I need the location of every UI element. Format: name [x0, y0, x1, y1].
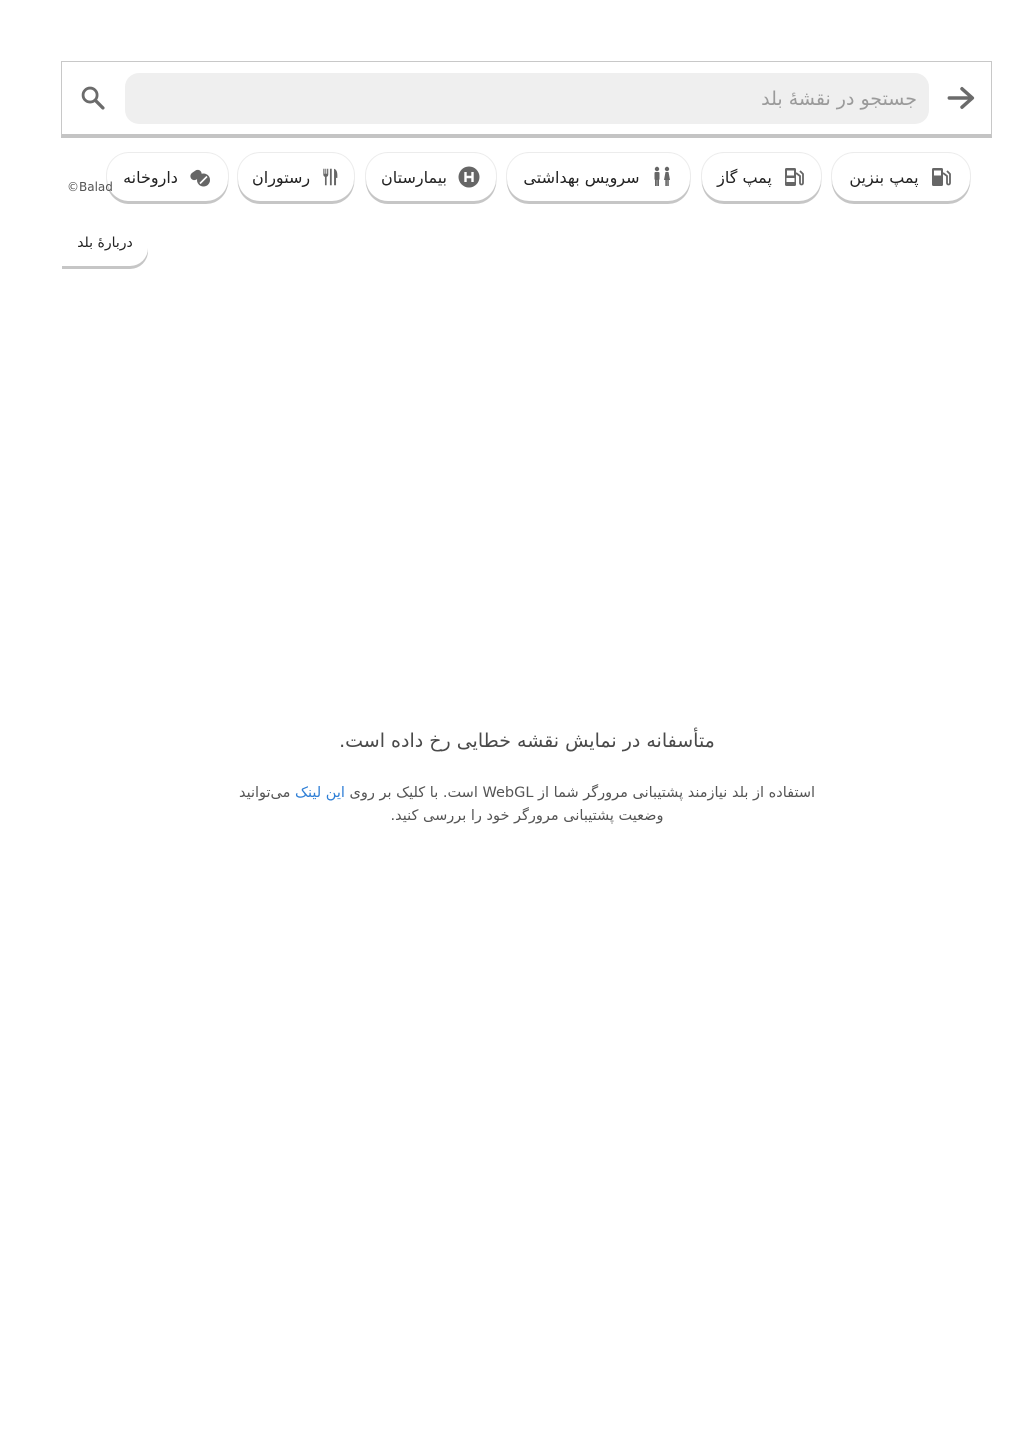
- error-title: متأسفانه در نمایش نقشه خطایی رخ داده است.: [339, 730, 715, 752]
- cng-station-icon: [782, 165, 806, 189]
- error-message: [222, 782, 832, 828]
- restaurant-icon: [320, 165, 340, 189]
- category-label: پمپ بنزین: [849, 167, 919, 187]
- pharmacy-icon: [188, 165, 212, 189]
- gas-station-icon: [929, 165, 953, 189]
- category-chip-gas-station[interactable]: [832, 153, 970, 201]
- category-label: بیمارستان: [381, 167, 447, 187]
- category-label: پمپ گاز: [717, 167, 772, 187]
- search-input[interactable]: [125, 73, 929, 124]
- arrow-right-icon[interactable]: [947, 84, 977, 112]
- category-label: سرویس بهداشتی: [523, 167, 640, 187]
- search-bar: [61, 61, 992, 138]
- category-label: رستوران: [252, 167, 311, 187]
- search-icon[interactable]: [79, 84, 107, 112]
- restroom-icon: [650, 165, 674, 189]
- category-chip-pharmacy[interactable]: [107, 153, 228, 201]
- category-chip-hospital[interactable]: [366, 153, 496, 201]
- about-balad-button[interactable]: دربارهٔ بلد: [62, 220, 148, 266]
- category-chip-restroom[interactable]: [507, 153, 690, 201]
- category-chip-restaurant[interactable]: [238, 153, 354, 201]
- hospital-icon: [457, 165, 481, 189]
- error-text-start: استفاده از بلد نیازمند پشتیبانی مرورگر شما از WebGL است. با کلیک بر روی: [344, 785, 816, 801]
- map-attribution: ©Balad: [67, 180, 113, 194]
- webgl-check-link[interactable]: این لینک: [295, 785, 345, 801]
- category-label: داروخانه: [123, 167, 178, 187]
- error-text-end: می‌توانید وضعیت پشتیبانی مرورگر خود را بررسی کنید.: [238, 785, 664, 824]
- category-chip-cng-station[interactable]: [702, 153, 821, 201]
